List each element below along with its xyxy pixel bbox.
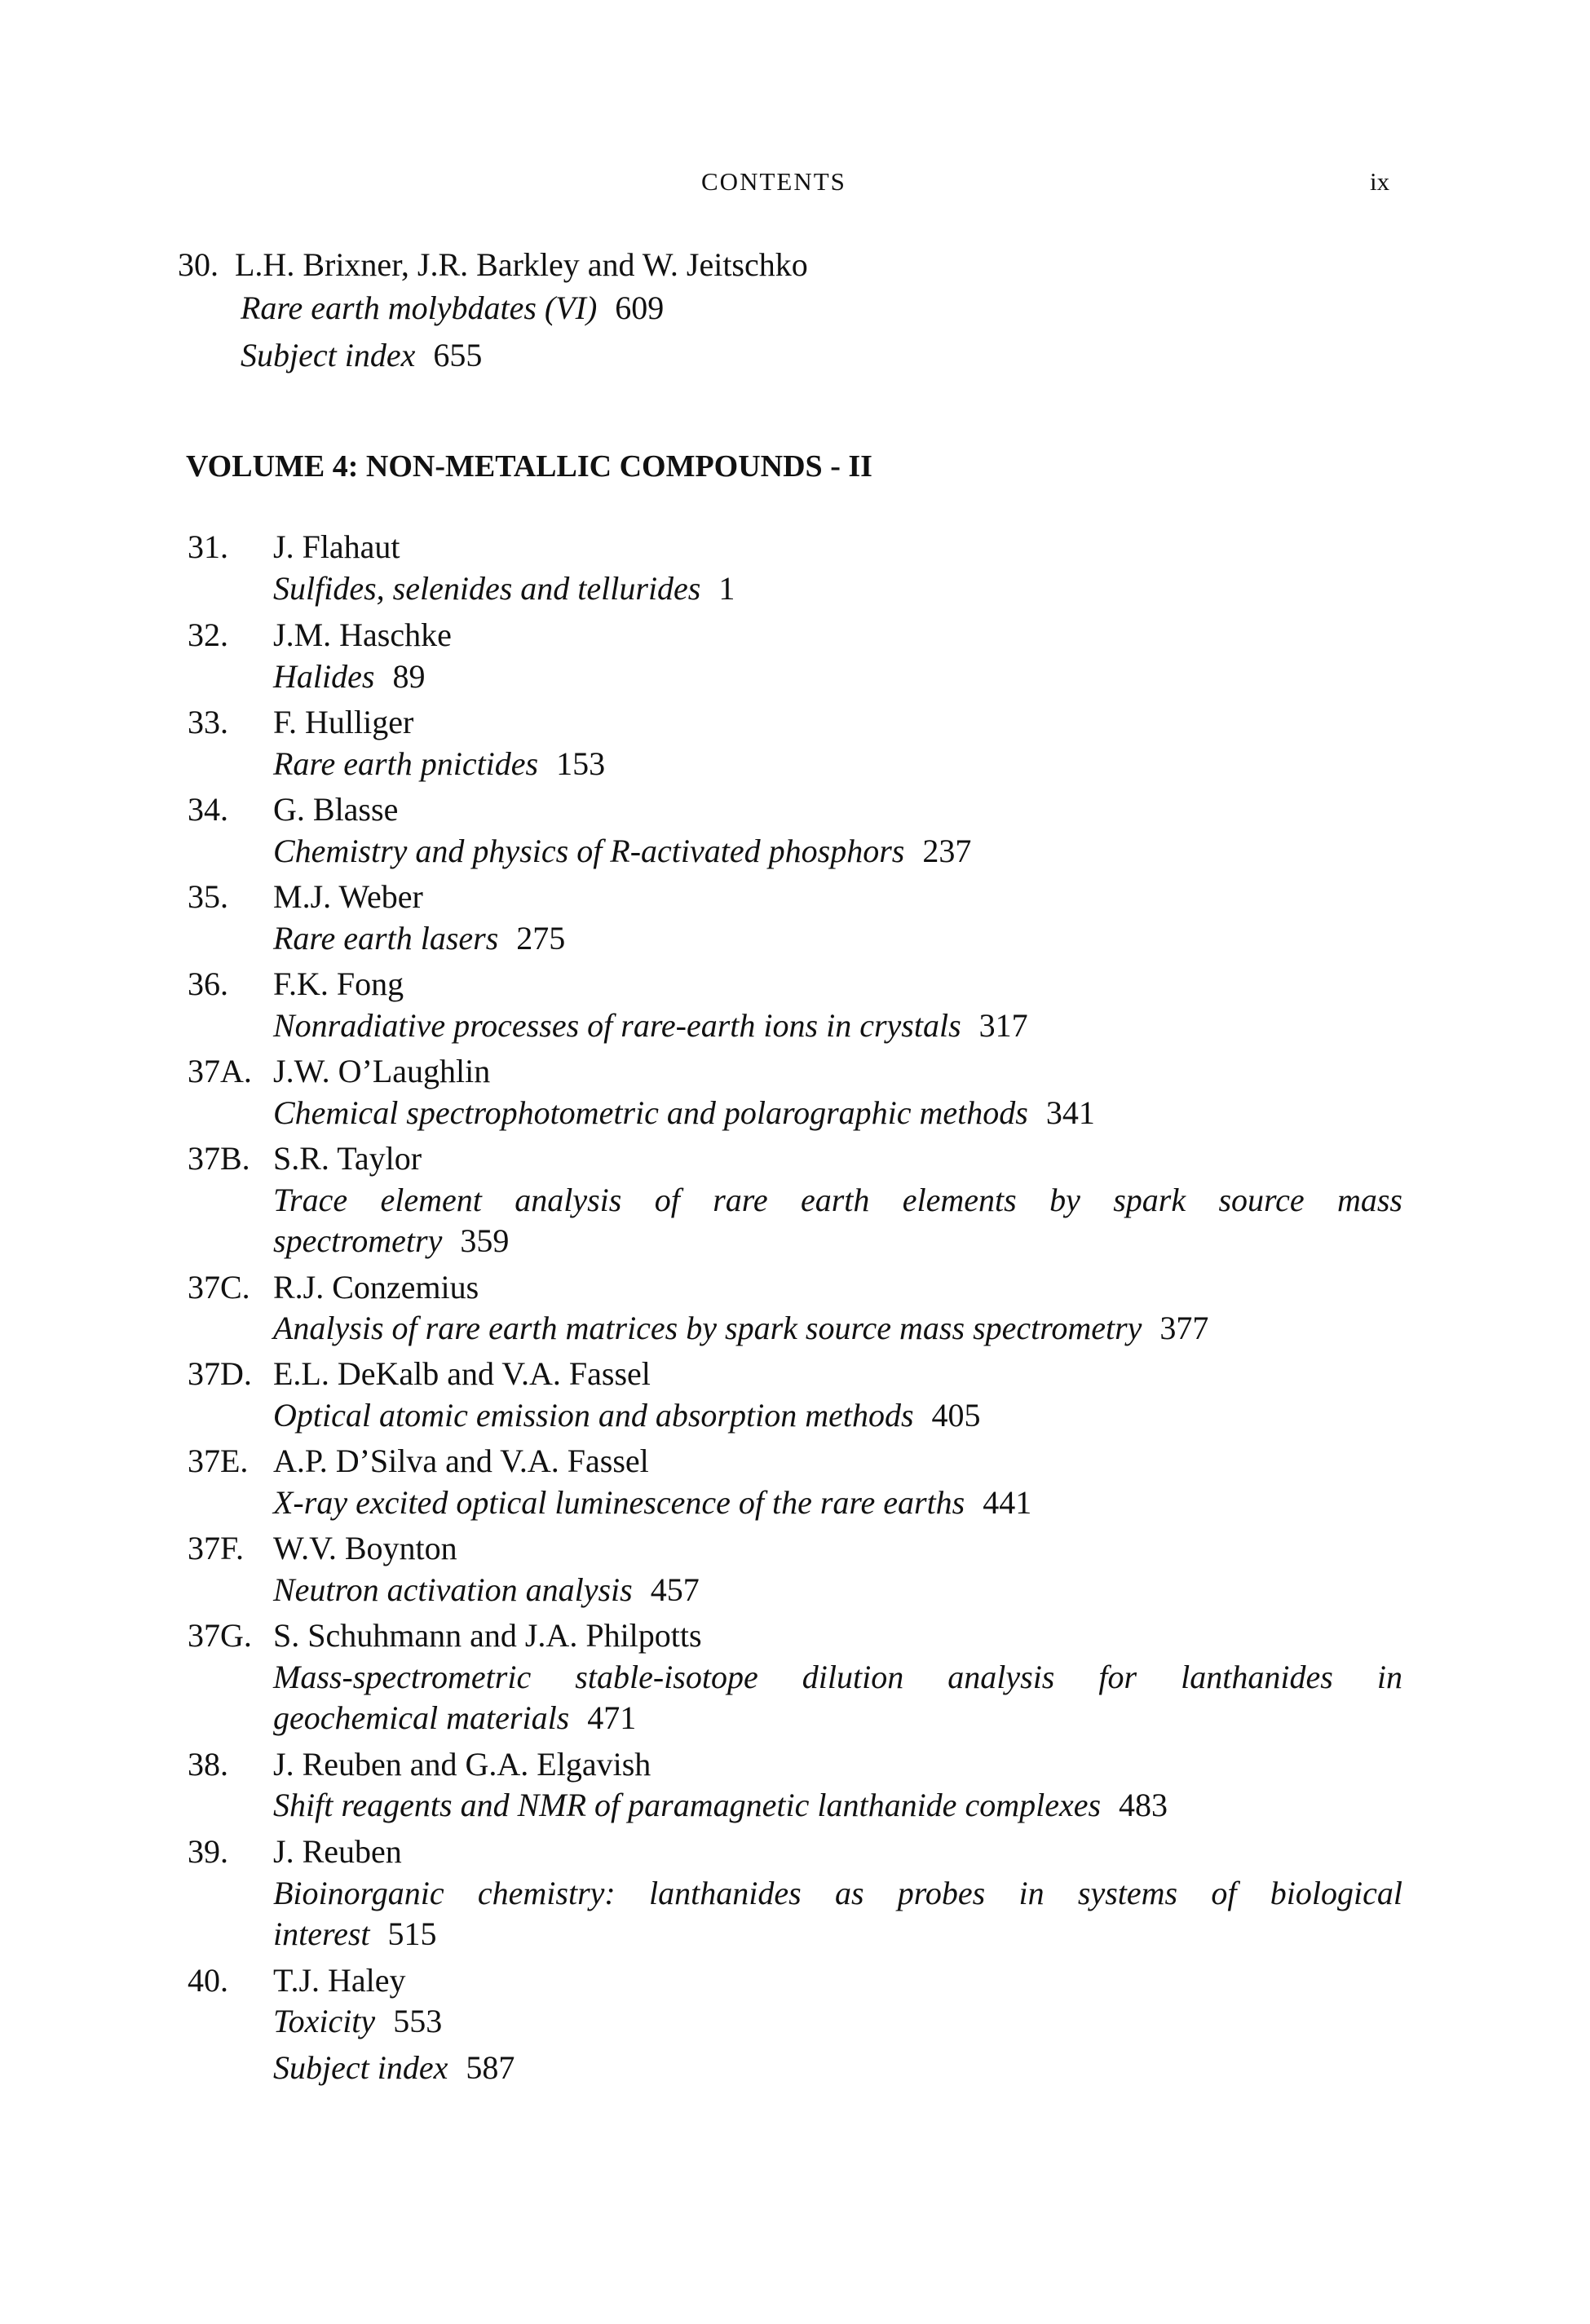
entry-page: 609 <box>615 289 665 326</box>
entry-title: Neutron activation analysis 457 <box>273 1571 700 1608</box>
entry-authors: A.P. D’Silva and V.A. Fassel <box>273 1443 649 1479</box>
entry-number: 37D. <box>188 1355 252 1392</box>
entry-number: 37A. <box>188 1053 252 1089</box>
entry-title: Analysis of rare earth matrices by spark source mass spectrometry 377 <box>273 1310 1209 1346</box>
entry-title-line1: Trace element analysis of rare earth elements by spark source mass <box>273 1182 1402 1218</box>
entry-page: 317 <box>978 1007 1028 1044</box>
entry-title: Rare earth pnictides 153 <box>273 745 606 782</box>
entry-title: Sulfides, selenides and tellurides 1 <box>273 570 735 607</box>
entry-number: 37B. <box>188 1140 250 1177</box>
entry-title: Halides 89 <box>273 658 426 695</box>
entry-title-line2: spectrometry 359 <box>273 1222 510 1259</box>
entry-authors: F. Hulliger <box>273 704 414 740</box>
entry-title: Toxicity 553 <box>273 2003 443 2039</box>
subject-index-page: 655 <box>433 337 483 373</box>
entry-number: 40. <box>188 1962 228 1999</box>
entry-page: 483 <box>1119 1787 1168 1823</box>
subject-index: Subject index 655 <box>241 337 483 373</box>
entry-title: Chemistry and physics of R-activated phosphors 237 <box>273 833 972 869</box>
entry-title-line2: interest 515 <box>273 1915 437 1952</box>
entry-authors: G. Blasse <box>273 791 399 828</box>
entry-page: 515 <box>387 1915 437 1952</box>
entry-number: 33. <box>188 704 228 740</box>
entry-number: 37F. <box>188 1530 245 1566</box>
entry-title-line2: geochemical materials 471 <box>273 1699 637 1736</box>
entry-title: Rare earth molybdates (VI) 609 <box>241 289 665 326</box>
entry-authors: L.H. Brixner, J.R. Barkley and W. Jeitschko <box>235 246 808 283</box>
entry-authors: R.J. Conzemius <box>273 1269 479 1306</box>
entry-number: 37C. <box>188 1269 250 1306</box>
entry-page: 377 <box>1159 1310 1209 1346</box>
entry-number: 32. <box>188 616 228 653</box>
entry-number: 37E. <box>188 1443 249 1479</box>
subject-index: Subject index 587 <box>273 2049 515 2086</box>
volume-heading: VOLUME 4: NON-METALLIC COMPOUNDS - II <box>186 449 872 484</box>
entry-title-line1: Bioinorganic chemistry: lanthanides as probes in systems of biological <box>273 1875 1402 1911</box>
entry-title: Optical atomic emission and absorption methods 405 <box>273 1397 981 1434</box>
entry-number: 38. <box>188 1746 228 1783</box>
entry-number: 30. <box>178 246 219 283</box>
running-title: CONTENTS <box>701 167 846 196</box>
entry-page: 553 <box>393 2003 443 2039</box>
entry-number: 31. <box>188 528 228 565</box>
entry-title: Chemical spectrophotometric and polarographic methods 341 <box>273 1094 1095 1131</box>
running-head <box>0 167 1590 200</box>
entry-authors: J. Reuben <box>273 1833 402 1870</box>
entry-page: 405 <box>931 1397 981 1434</box>
entry-authors: W.V. Boynton <box>273 1530 457 1566</box>
entry-title: Nonradiative processes of rare-earth ions in crystals 317 <box>273 1007 1028 1044</box>
entry-page: 275 <box>516 920 566 957</box>
entry-page: 237 <box>922 833 972 869</box>
entry-authors: J.M. Haschke <box>273 616 452 653</box>
entry-number: 34. <box>188 791 228 828</box>
entry-authors: J. Reuben and G.A. Elgavish <box>273 1746 651 1783</box>
subject-index-page: 587 <box>466 2049 515 2086</box>
entry-page: 441 <box>983 1484 1032 1521</box>
entry-page: 457 <box>650 1571 700 1608</box>
entry-authors: S.R. Taylor <box>273 1140 422 1177</box>
entry-number: 39. <box>188 1833 228 1870</box>
entry-authors: T.J. Haley <box>273 1962 406 1999</box>
entry-authors: F.K. Fong <box>273 965 404 1002</box>
entry-authors: J. Flahaut <box>273 528 400 565</box>
entry-page: 153 <box>556 745 606 782</box>
entry-title: X-ray excited optical luminescence of the rare earths 441 <box>273 1484 1032 1521</box>
entry-page: 471 <box>587 1699 637 1736</box>
entry-title: Shift reagents and NMR of paramagnetic lanthanide complexes 483 <box>273 1787 1168 1823</box>
entry-authors: S. Schuhmann and J.A. Philpotts <box>273 1617 702 1654</box>
entry-title-line1: Mass-spectrometric stable-isotope dilution analysis for lanthanides in <box>273 1659 1402 1695</box>
entry-page: 341 <box>1045 1094 1095 1131</box>
page-number: ix <box>1370 167 1390 196</box>
entry-title: Rare earth lasers 275 <box>273 920 566 957</box>
entry-authors: M.J. Weber <box>273 878 423 915</box>
entry-authors: E.L. DeKalb and V.A. Fassel <box>273 1355 651 1392</box>
entry-number: 37G. <box>188 1617 252 1654</box>
entry-number: 36. <box>188 965 228 1002</box>
entry-page: 1 <box>718 570 735 607</box>
entry-page: 359 <box>460 1222 510 1259</box>
entry-authors: J.W. O’Laughlin <box>273 1053 491 1089</box>
entry-page: 89 <box>392 658 426 695</box>
entry-number: 35. <box>188 878 228 915</box>
